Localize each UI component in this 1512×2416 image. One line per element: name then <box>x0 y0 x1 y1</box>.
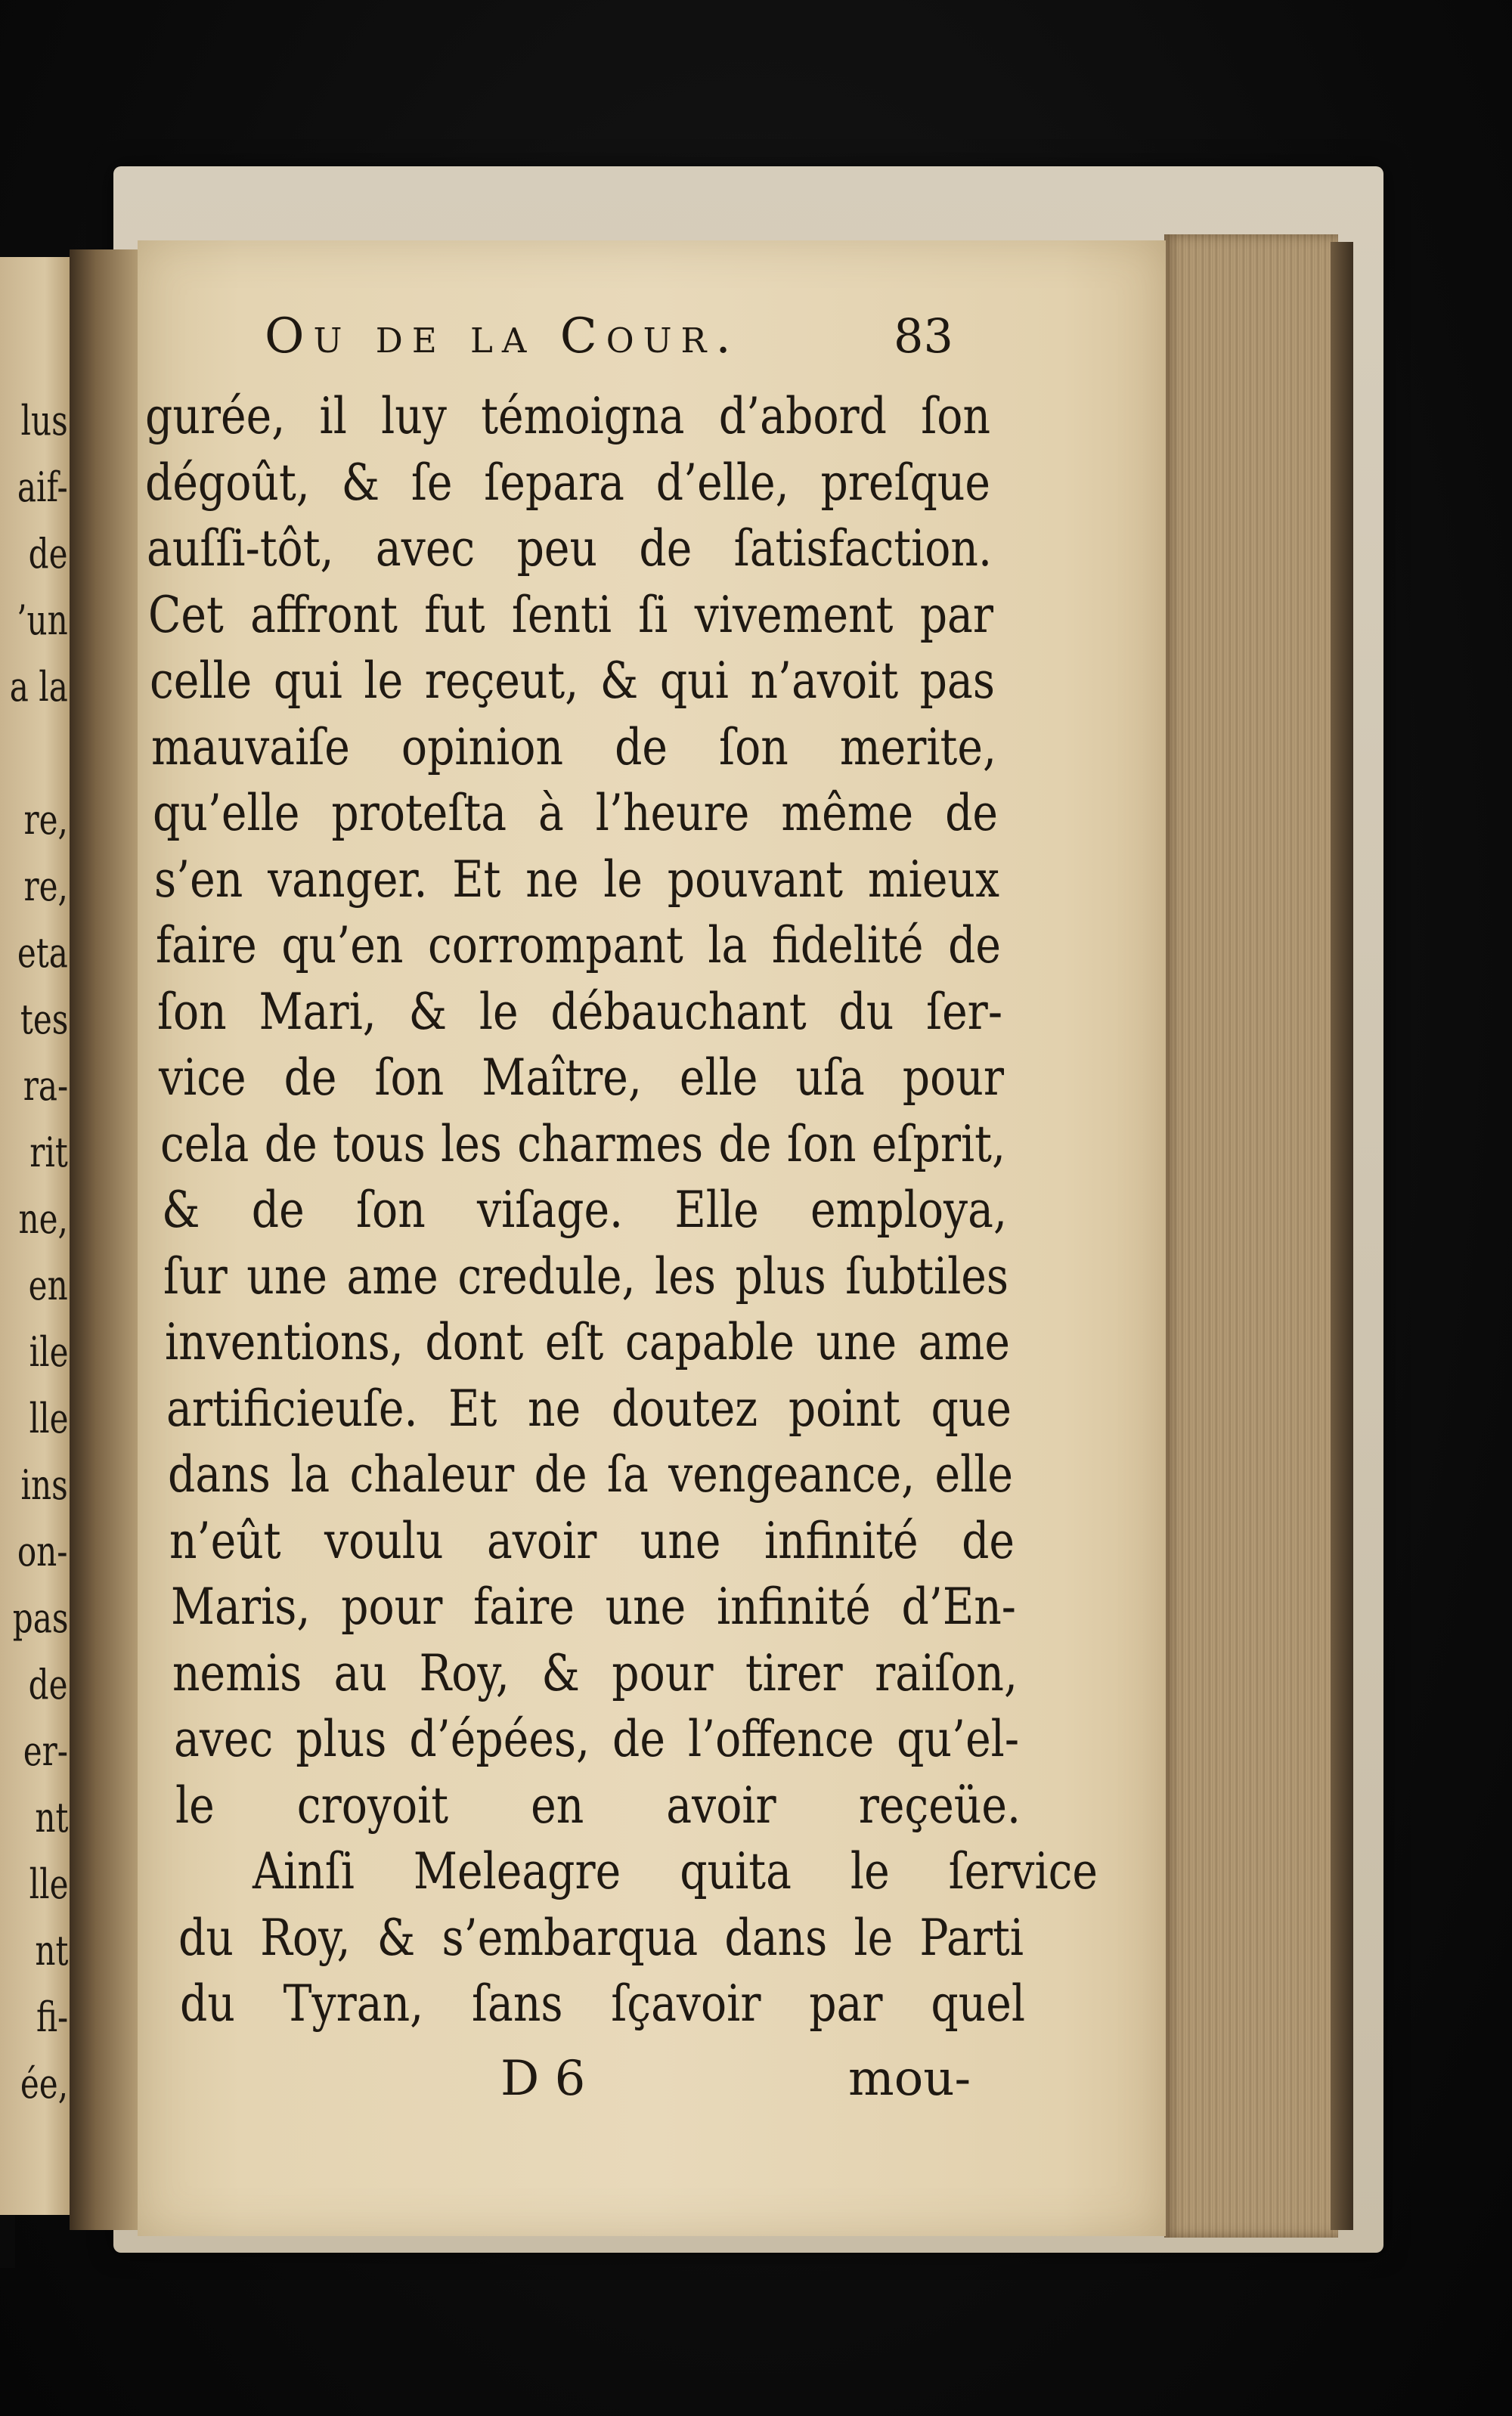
signature-mark: D 6 <box>500 2051 586 2107</box>
book-page <box>138 240 1166 2236</box>
page-text-block <box>138 240 1166 2236</box>
left-page-fragment: re, <box>23 863 68 910</box>
page-gutter <box>70 249 145 2230</box>
text-line: artificieuſe. Et ne doutez point que <box>166 1379 1012 1438</box>
page-number: 83 <box>894 308 953 364</box>
left-page-fragment: de <box>29 530 68 578</box>
left-page-fragment: nt <box>34 1794 68 1841</box>
left-page-fragment: lus <box>20 397 68 444</box>
fore-edge <box>1164 234 1338 2238</box>
left-page-fragment: ins <box>20 1461 68 1509</box>
left-page-fragment: ra- <box>23 1062 68 1110</box>
text-line: mauvaiſe opinion de ſon merite, <box>151 717 996 776</box>
text-line: & de ſon viſage. Elle employa, <box>162 1181 1007 1239</box>
catchword: mou- <box>848 2051 971 2107</box>
text-line: qu’elle proteſta à l’heure même de <box>153 784 998 842</box>
running-head: Ou de la Cour. <box>265 308 740 364</box>
left-page-fragment: fi- <box>36 1993 68 2041</box>
text-line: celle qui le reçeut, & qui n’avoit pas <box>150 652 995 710</box>
left-page-fragment: de <box>29 1661 68 1708</box>
left-page-fragment: ile <box>29 1328 68 1376</box>
left-page-fragment: en <box>28 1262 68 1309</box>
text-line: ſon Mari, & le débauchant du ſer- <box>157 982 1002 1041</box>
text-line: ſur une ame credule, les plus ſubtiles <box>163 1247 1009 1306</box>
text-line: Cet affront fut ſenti ſi vivement par <box>148 585 993 644</box>
text-line: Ainſi Meleagre quita le ſervice <box>253 1842 1098 1900</box>
text-line: auſſi-tôt, avec peu de ſatisfaction. <box>147 519 992 578</box>
left-page-fragment: tes <box>20 996 68 1043</box>
text-line: n’eût voulu avoir une infinité de <box>169 1511 1015 1570</box>
text-line: vice de ſon Maître, elle uſa pour <box>159 1048 1004 1107</box>
left-page-fragment: nt <box>34 1927 68 1975</box>
text-line: dans la chaleur de ſa vengeance, elle <box>168 1445 1013 1504</box>
left-page-fragment: re, <box>23 796 68 844</box>
text-line: nemis au Roy, & pour tirer raiſon, <box>172 1643 1018 1702</box>
left-page-fragment: pas <box>12 1594 68 1642</box>
text-line: dégoût, & ſe ſepara d’elle, preſque <box>145 453 990 512</box>
text-line: inventions, dont eſt capable une ame <box>165 1313 1010 1371</box>
left-page-fragment: ne, <box>18 1195 68 1243</box>
text-line: avec plus d’épées, de l’offence qu’el- <box>174 1710 1019 1768</box>
fore-edge-shadow <box>1331 242 1353 2230</box>
left-page-fragment: lle <box>29 1395 68 1442</box>
text-line: cela de tous les charmes de ſon eſprit, <box>160 1114 1005 1173</box>
text-line: gurée, il luy témoigna d’abord ſon <box>145 387 990 445</box>
left-page-fragment: on- <box>17 1528 68 1575</box>
text-line: s’en vanger. Et ne le pouvant mieux <box>154 850 999 909</box>
text-line: du Roy, & s’embarqua dans le Parti <box>178 1908 1024 1967</box>
left-page-fragment: er- <box>23 1727 68 1775</box>
text-line: le croyoit en avoir reçeüe. <box>175 1776 1021 1835</box>
left-page-fragment: ée, <box>20 2060 68 2108</box>
left-page-fragment: rit <box>29 1129 68 1176</box>
left-page-fragment: aif- <box>17 463 68 511</box>
left-page-fragment: eta <box>17 929 68 977</box>
text-line: du Tyran, ſans ſçavoir par quel <box>180 1975 1025 2033</box>
left-page-fragment: a la <box>9 663 68 711</box>
text-line: Maris, pour faire une infinité d’En- <box>171 1578 1016 1636</box>
left-page-fragment: ’un <box>17 596 68 644</box>
text-line: faire qu’en corrompant la fidelité de <box>156 916 1001 974</box>
left-page-fragment: lle <box>29 1860 68 1908</box>
